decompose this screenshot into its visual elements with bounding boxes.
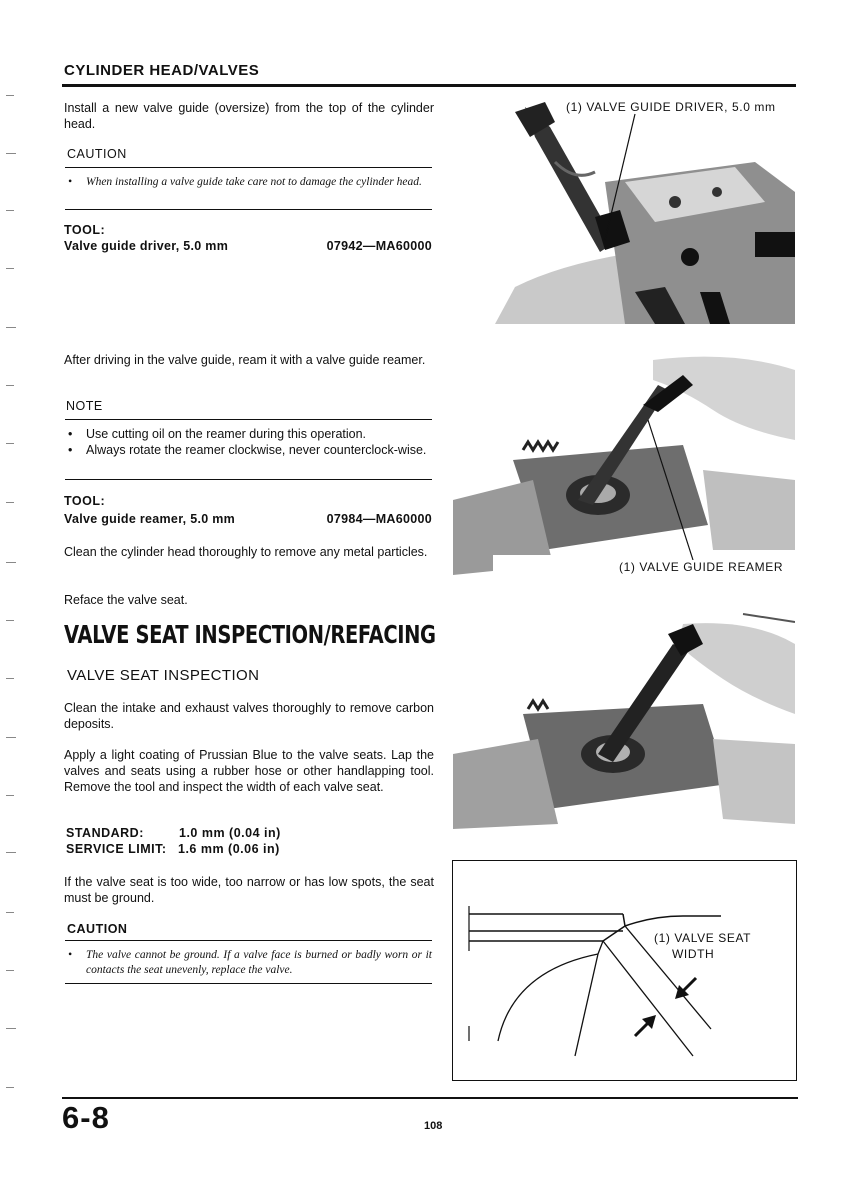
caution-rule-bottom (65, 209, 432, 210)
note-item-2-text: Always rotate the reamer clockwise, never counterclock-wise. (86, 443, 427, 457)
figure-valve-guide-reamer (453, 350, 795, 578)
seat-curve (498, 954, 598, 1041)
note-rule-top (65, 419, 432, 420)
caution2-rule-top (65, 940, 432, 941)
standard-value: 1.0 mm (0.04 in) (179, 826, 281, 840)
reamer-photo-illustration (453, 350, 795, 578)
install-caution-text: When installing a valve guide take care not to damage the cylinder head. (86, 176, 422, 188)
section-title: VALVE SEAT INSPECTION/REFACING (64, 620, 436, 649)
header-rule (62, 84, 796, 87)
install-tool-row (64, 239, 432, 253)
width-arrow-lower (635, 1015, 656, 1036)
inspection-caution-item (64, 948, 432, 978)
bullet-icon: • (68, 427, 73, 441)
caution2-rule-bottom (65, 983, 432, 984)
ream-tool-label: TOOL: (64, 494, 106, 508)
install-caution-item (64, 175, 432, 190)
figure-valve-lapping (453, 604, 795, 829)
reface-text: Reface the valve seat. (64, 593, 188, 607)
figure4-label-line1: (1) VALVE SEAT (654, 931, 752, 945)
page-number: 6-8 (62, 1100, 110, 1135)
standard-label: STANDARD: (66, 826, 144, 840)
figure-valve-seat-width (452, 860, 797, 1081)
clean-text: Clean the cylinder head thoroughly to remove any metal particles. (64, 545, 428, 559)
note-item-1 (64, 426, 432, 442)
valve-face-edge (603, 914, 625, 941)
note-rule-bottom (65, 479, 432, 480)
inspection-caution-text: The valve cannot be ground. If a valve face is burned or badly worn or it contacts the seat unevenly, replace the valve. (86, 949, 432, 976)
install-caution-label: CAUTION (67, 147, 127, 161)
ream-tool-row (64, 512, 432, 526)
note-item-1-text: Use cutting oil on the reamer during this operation. (86, 427, 367, 441)
inspection-caution-label: CAUTION (67, 922, 128, 936)
ream-text: After driving in the valve guide, ream it with a valve guide reamer. (64, 353, 426, 367)
inspection-p2: Apply a light coating of Prussian Blue to the valve seats. Lap the valves and seats using a rubber hose or other handlapping tool. Remove the tool and inspect the width of each valve seat. (64, 748, 434, 794)
note-item-2 (64, 442, 432, 458)
inspection-p1: Clean the intake and exhaust valves thoroughly to remove carbon deposits. (64, 701, 434, 731)
driver-photo-illustration (455, 92, 795, 324)
section-header: CYLINDER HEAD/VALVES (64, 62, 260, 79)
limit-label: SERVICE LIMIT: (66, 842, 167, 856)
figure-valve-guide-driver (455, 92, 795, 324)
install-tool-name: Valve guide driver, 5.0 mm (64, 239, 229, 253)
head-contour (625, 916, 721, 926)
seat-line-1 (575, 954, 598, 1056)
bullet-icon: • (68, 949, 73, 961)
ream-note-label: NOTE (66, 399, 103, 413)
ream-tool-name: Valve guide reamer, 5.0 mm (64, 512, 236, 526)
limit-value: 1.6 mm (0.06 in) (178, 842, 280, 856)
subsection-title: VALVE SEAT INSPECTION (67, 667, 260, 684)
footer-rule (62, 1097, 798, 1099)
caution-rule-top (65, 167, 432, 168)
valve-seat-diagram (453, 861, 796, 1080)
sheet-number: 108 (424, 1120, 443, 1132)
install-tool-label: TOOL: (64, 223, 106, 237)
bullet-icon: • (68, 443, 73, 457)
lapping-photo-illustration (453, 604, 795, 829)
figure4-label-line2: WIDTH (672, 947, 715, 961)
figure2-label: (1) VALVE GUIDE REAMER (619, 560, 784, 574)
install-tool-number: 07942—MA60000 (326, 239, 432, 253)
seat-face-mid (598, 941, 603, 954)
inspection-p3: If the valve seat is too wide, too narrow or has low spots, the seat must be ground. (64, 875, 434, 905)
ream-tool-number: 07984—MA60000 (326, 512, 432, 526)
install-text: Install a new valve guide (oversize) from the top of the cylinder head. (64, 101, 434, 131)
bullet-icon: • (68, 176, 73, 188)
figure1-label: (1) VALVE GUIDE DRIVER, 5.0 mm (566, 100, 776, 114)
width-arrow-upper (675, 978, 696, 999)
